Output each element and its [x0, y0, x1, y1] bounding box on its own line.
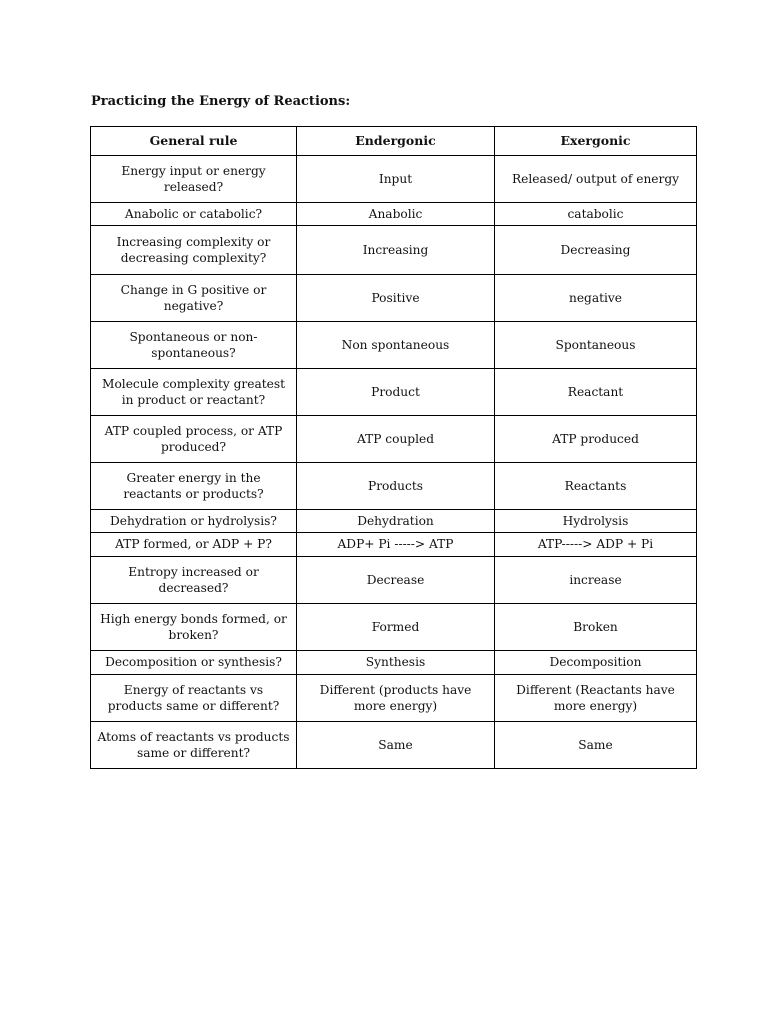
rule-cell: Dehydration or hydrolysis? [91, 510, 297, 533]
rule-cell: Atoms of reactants vs products same or different? [91, 722, 297, 769]
header-general-rule: General rule [91, 127, 297, 156]
table-row [91, 322, 697, 369]
endergonic-cell: Decrease [297, 557, 495, 604]
page-title: Practicing the Energy of Reactions: [91, 94, 351, 109]
rule-cell: Molecule complexity greatest in product or reactant? [91, 369, 297, 416]
rule-cell: Entropy increased or decreased? [91, 557, 297, 604]
exergonic-cell: Spontaneous [495, 322, 697, 369]
endergonic-cell: ADP+ Pi -----> ATP [297, 533, 495, 557]
rule-cell: Change in G positive or negative? [91, 275, 297, 322]
header-endergonic: Endergonic [297, 127, 495, 156]
exergonic-cell: Decreasing [495, 226, 697, 275]
table-row [91, 510, 697, 533]
energy-reactions-table [90, 126, 697, 769]
endergonic-cell: Products [297, 463, 495, 510]
exergonic-cell: Broken [495, 604, 697, 651]
table-row [91, 722, 697, 769]
endergonic-cell: Different (products have more energy) [297, 675, 495, 722]
header-exergonic: Exergonic [495, 127, 697, 156]
endergonic-cell: ATP coupled [297, 416, 495, 463]
exergonic-cell: negative [495, 275, 697, 322]
endergonic-cell: Non spontaneous [297, 322, 495, 369]
table-row [91, 463, 697, 510]
endergonic-cell: Synthesis [297, 651, 495, 675]
table-row [91, 651, 697, 675]
rule-cell: Decomposition or synthesis? [91, 651, 297, 675]
exergonic-cell: Reactants [495, 463, 697, 510]
exergonic-cell: Same [495, 722, 697, 769]
table-row [91, 604, 697, 651]
table-row [91, 533, 697, 557]
endergonic-cell: Same [297, 722, 495, 769]
rule-cell: Spontaneous or non-spontaneous? [91, 322, 297, 369]
exergonic-cell: Different (Reactants have more energy) [495, 675, 697, 722]
table-row [91, 416, 697, 463]
table-row [91, 675, 697, 722]
rule-cell: Anabolic or catabolic? [91, 203, 297, 226]
endergonic-cell: Product [297, 369, 495, 416]
rule-cell: Increasing complexity or decreasing complexity? [91, 226, 297, 275]
table-row [91, 369, 697, 416]
rule-cell: High energy bonds formed, or broken? [91, 604, 297, 651]
endergonic-cell: Dehydration [297, 510, 495, 533]
exergonic-cell: ATP produced [495, 416, 697, 463]
rule-cell: Energy input or energy released? [91, 156, 297, 203]
table-row [91, 557, 697, 604]
exergonic-cell: catabolic [495, 203, 697, 226]
endergonic-cell: Increasing [297, 226, 495, 275]
rule-cell: Energy of reactants vs products same or different? [91, 675, 297, 722]
exergonic-cell: Hydrolysis [495, 510, 697, 533]
rule-cell: ATP coupled process, or ATP produced? [91, 416, 297, 463]
table-row [91, 275, 697, 322]
rule-cell: ATP formed, or ADP + P? [91, 533, 297, 557]
exergonic-cell: Released/ output of energy [495, 156, 697, 203]
table-header-row [91, 127, 697, 156]
endergonic-cell: Formed [297, 604, 495, 651]
table-row [91, 203, 697, 226]
exergonic-cell: Reactant [495, 369, 697, 416]
table-row [91, 156, 697, 203]
exergonic-cell: Decomposition [495, 651, 697, 675]
rule-cell: Greater energy in the reactants or products? [91, 463, 297, 510]
exergonic-cell: increase [495, 557, 697, 604]
table-row [91, 226, 697, 275]
exergonic-cell: ATP-----> ADP + Pi [495, 533, 697, 557]
endergonic-cell: Anabolic [297, 203, 495, 226]
endergonic-cell: Input [297, 156, 495, 203]
endergonic-cell: Positive [297, 275, 495, 322]
